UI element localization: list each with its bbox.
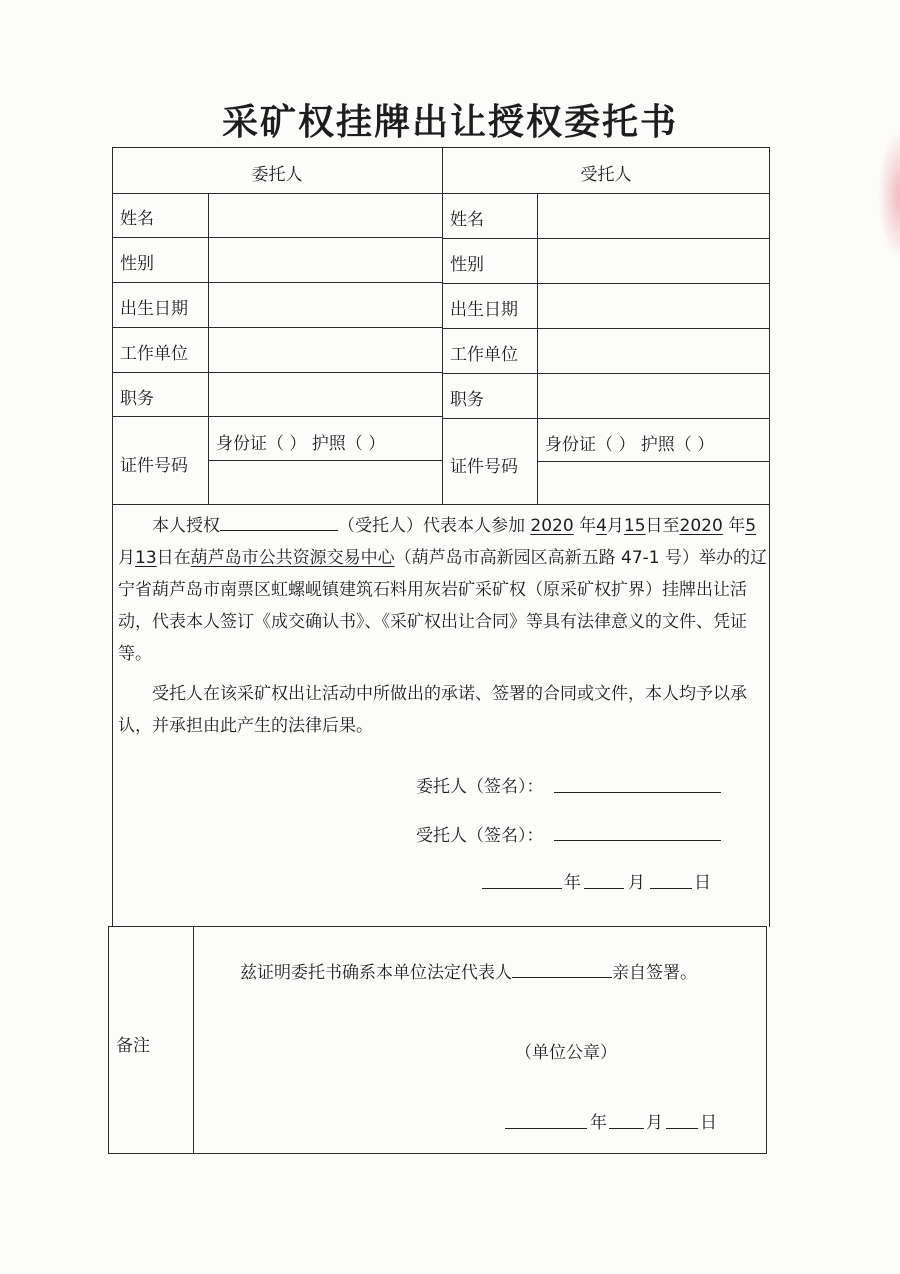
- agent-birthdate-label: 出生日期: [450, 300, 518, 320]
- year-char: 年: [728, 516, 746, 536]
- end-year: 2020: [679, 516, 723, 536]
- principal-signature-line: [554, 792, 721, 793]
- certification-text-b: 亲自签署。: [612, 963, 697, 983]
- agent-gender-label: 性别: [450, 255, 484, 275]
- principal-header: 委托人: [251, 165, 303, 185]
- remark-day-line: [666, 1128, 698, 1129]
- agent-header: 受托人: [580, 165, 632, 185]
- stamp-edge-mark: [878, 130, 900, 260]
- sign-year-char: 年: [564, 873, 581, 893]
- agent-position-label: 职务: [450, 390, 484, 410]
- sign-day-line: [650, 888, 692, 889]
- liability-paragraph: 受托人在该采矿权出让活动中所做出的承诺、签署的合同或文件，本人均予以承认，并承担由此产生的法律后果。: [118, 684, 747, 736]
- year-char: 年: [579, 516, 597, 536]
- start-year: 2020: [530, 516, 574, 536]
- remark-month-char: 月: [646, 1113, 663, 1133]
- agent-signature-label: 受托人（签名）：: [416, 826, 544, 846]
- month-char: 月: [118, 548, 135, 568]
- authorization-details: （葫芦岛市高新园区高新五路 47-1 号）举办的辽宁省葫芦岛市南票区虹螺岘镇建筑石料用灰岩矿采矿权（原采矿权扩界）挂牌出让活动，代表本人签订《成交确认书》、《采矿权出让合同》等具有法律意义的文件、凭证等。: [118, 548, 768, 664]
- principal-birthdate-label: 出生日期: [120, 299, 188, 319]
- agent-name-label: 姓名: [450, 210, 484, 230]
- remarks-label: 备注: [116, 1036, 150, 1056]
- principal-name-label: 姓名: [120, 209, 154, 229]
- remark-month-line: [609, 1128, 644, 1129]
- sign-month-line: [584, 888, 624, 889]
- agent-id-label: 证件号码: [450, 457, 518, 477]
- authorize-text: 本人授权: [152, 516, 220, 536]
- principal-gender-label: 性别: [120, 254, 154, 274]
- sign-day-char: 日: [694, 873, 711, 893]
- certification-text: [240, 958, 697, 983]
- unit-seal-label: （单位公章）: [515, 1043, 617, 1063]
- remark-year-char: 年: [590, 1113, 607, 1133]
- document-title: 采矿权挂牌出让授权委托书: [221, 102, 678, 143]
- principal-signature-label: 委托人（签名）：: [416, 777, 544, 797]
- certification-text-a: 兹证明委托书确系本单位法定代表人: [240, 963, 512, 983]
- legal-rep-blank: [512, 959, 612, 978]
- end-day: 13: [135, 548, 157, 568]
- principal-id-options: 身份证（ ） 护照（ ）: [216, 434, 386, 454]
- end-month: 5: [745, 516, 757, 536]
- start-month: 4: [596, 516, 607, 536]
- month-char: 月: [606, 516, 624, 536]
- agent-name-blank: [220, 512, 338, 531]
- agent-employer-label: 工作单位: [450, 345, 518, 365]
- authorization-paragraph: [118, 510, 768, 742]
- agent-id-options: 身份证（ ） 护照（ ）: [545, 435, 715, 455]
- day-at-text: 日在: [156, 548, 191, 568]
- start-day: 15: [623, 516, 646, 536]
- agent-signature-line: [554, 840, 721, 841]
- day-to-text: 日至: [645, 516, 680, 536]
- sign-month-char: 月: [628, 873, 645, 893]
- represent-text: （受托人）代表本人参加: [338, 516, 525, 536]
- venue: 葫芦岛市公共资源交易中心: [190, 548, 395, 568]
- remark-day-char: 日: [700, 1113, 717, 1133]
- principal-position-label: 职务: [120, 389, 154, 409]
- remark-year-line: [505, 1128, 587, 1129]
- sign-year-line: [482, 888, 562, 889]
- principal-employer-label: 工作单位: [120, 344, 188, 364]
- principal-id-label: 证件号码: [120, 456, 188, 476]
